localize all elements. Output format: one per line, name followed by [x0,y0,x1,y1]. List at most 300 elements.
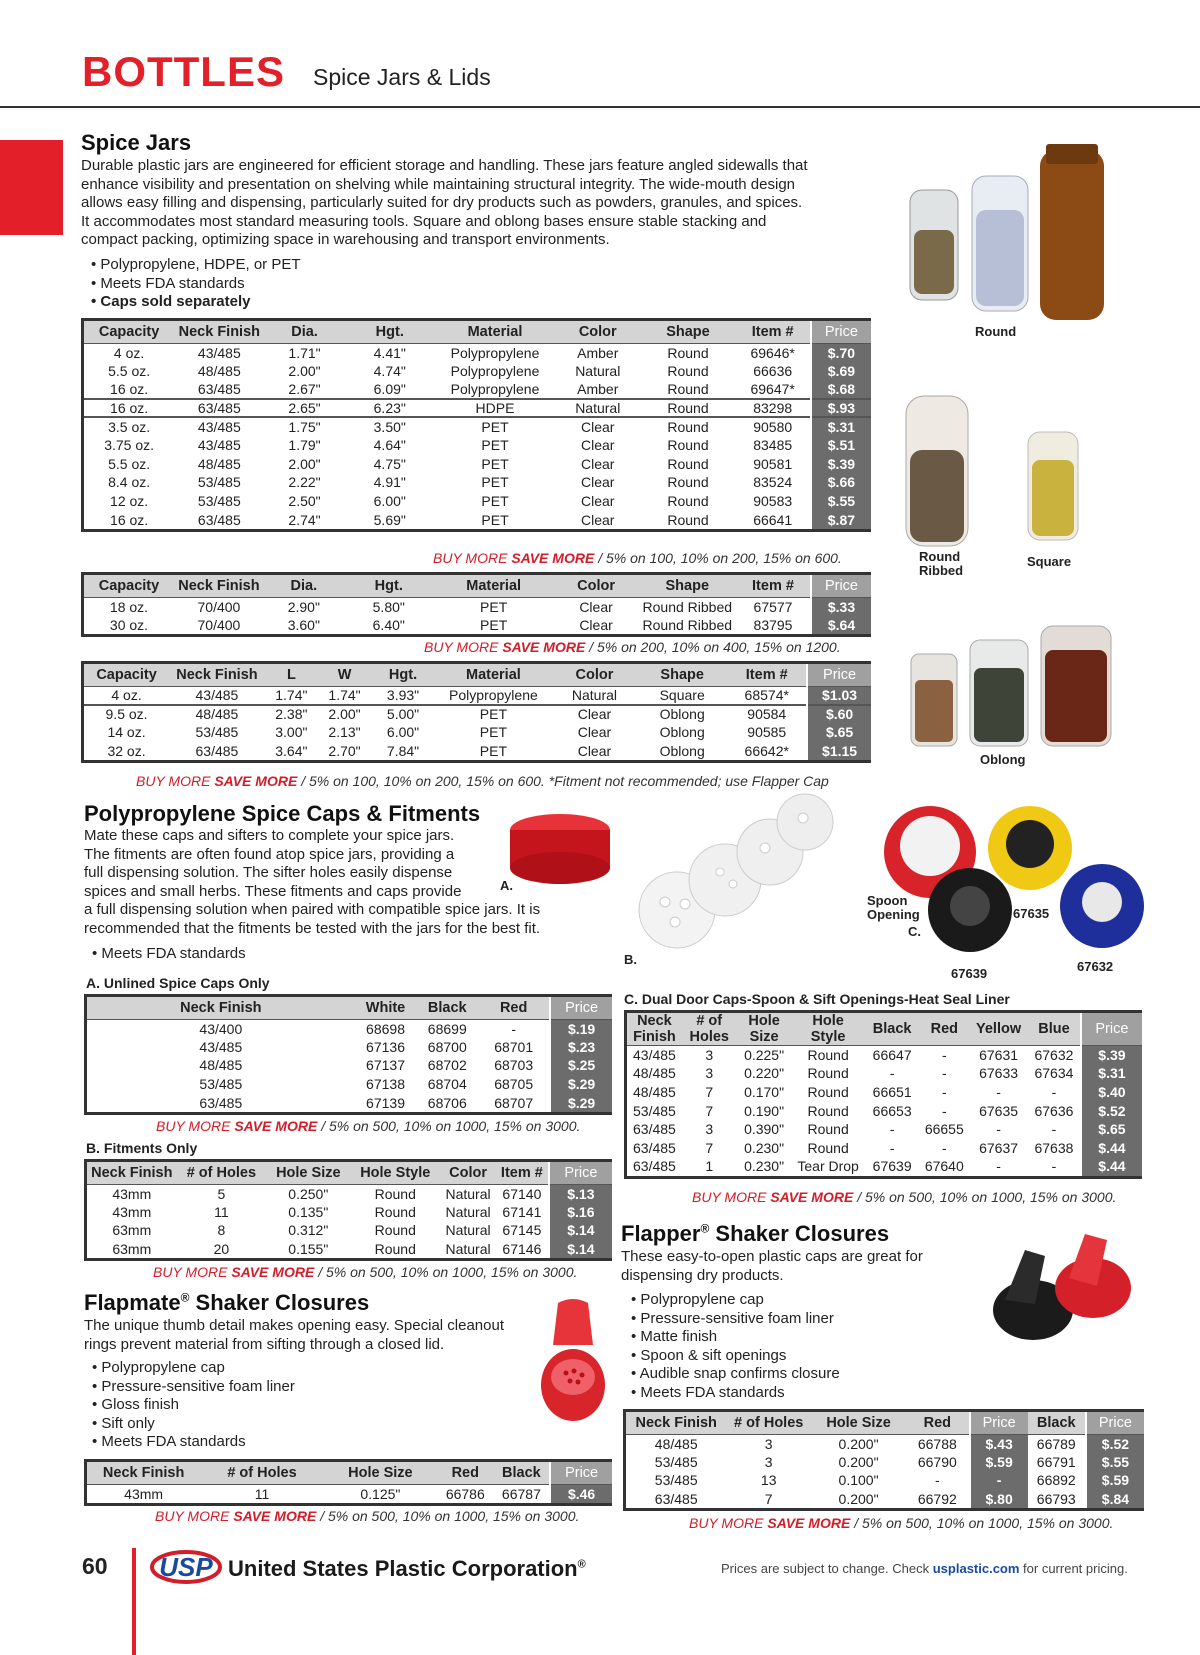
column-header: Material [435,664,552,686]
column-header: White [355,997,417,1019]
table-row [627,1157,1142,1176]
table-cell: $.93 [811,399,871,418]
table-cell: $.19 [550,1019,612,1038]
table-cell: $.66 [811,473,871,492]
item-67635-label: 67635 [1013,906,1050,921]
column-header: Shape [640,321,735,343]
table-cell: 43/485 [633,1047,676,1064]
table-cell: Clear [579,598,613,615]
table-cell: $.70 [811,343,871,362]
table-cell: 0.155" [288,1241,329,1258]
flapper-heading: Flapper® Shaker Closures [621,1221,890,1246]
bullet-item: • Matte finish [631,1328,840,1347]
table-cell: 68707 [494,1094,534,1111]
table-cell: 70/400 [197,598,241,615]
bullet-item: • Pressure-sensitive foam liner [631,1310,840,1329]
table-cell: Oblong [659,724,705,741]
table-cell: Clear [555,417,640,436]
table-cell: 4.64" [373,437,406,454]
table-row [84,417,871,436]
table-cell: 67635 [979,1102,1019,1119]
text-line: Mate these caps and sifters to complete your spice jars. [84,827,455,844]
table-cell: $.51 [811,436,871,455]
column-header: Item # [736,575,811,597]
column-header: Item # [496,1162,549,1184]
table-cell: 30 oz. [109,616,149,633]
table-cell: 3.75 oz. [104,437,155,454]
column-header: Hgt. [371,664,435,686]
table-cell: Amber [577,380,619,397]
table-cell: 4.41" [373,344,406,361]
buy-more-note-a: BUY MORE SAVE MORE / 5% on 500, 10% on 1000, 15% on 3000. [156,1118,581,1134]
text-line: The unique thumb detail makes opening easy. Special cleanout [84,1317,504,1334]
table-cell: 2.13" [328,724,361,741]
table-cell: 7.84" [386,743,420,760]
table-cell: Natural [575,362,621,379]
square-label: Square [1027,554,1072,569]
column-header: Black [1028,1412,1086,1434]
table-cell: PET [481,474,509,491]
table-cell: 4 oz. [113,344,145,361]
table-cell: - [889,1065,895,1082]
column-header: Neck Finish [87,1462,200,1484]
table-cell: 68703 [494,1057,534,1074]
table-row [626,1434,1144,1453]
table-cell: 90583 [753,493,793,510]
column-header: Neck Finish [87,1162,177,1184]
spice-jars-heading: Spice Jars [81,130,192,155]
table-cell: Polypropylene [449,687,538,704]
table-cell: Clear [552,705,637,724]
table-cell: PET [435,417,555,436]
column-header: Price [807,664,871,686]
table-cell: 3 [764,1435,773,1452]
table-cell: $.13 [549,1184,612,1203]
table-cell: 66792 [917,1491,957,1508]
ribbed-square-jars-image [900,390,1110,550]
table-cell: 0.135" [288,1203,329,1220]
table-cell: $.55 [811,492,871,511]
table-cell: 66642* [744,743,789,760]
table-row [84,362,871,381]
column-header: Capacity [84,664,169,686]
table-cell: Oblong [637,705,727,724]
table-cell: 66786 [445,1485,485,1502]
table-cell: 2.38" [265,705,318,724]
buy-more-note-b: BUY MORE SAVE MORE / 5% on 500, 10% on 1000, 15% on 3000. [153,1264,578,1280]
buy-more-note-c: BUY MORE SAVE MORE / 5% on 500, 10% on 1000, 15% on 3000. [692,1189,1117,1205]
table-cell: 2.70" [328,743,361,760]
table-cell: 3.64" [275,743,308,760]
table-cell: 0.230" [744,1158,785,1175]
buy-more-note-flapmate: BUY MORE SAVE MORE / 5% on 500, 10% on 1000, 15% on 3000. [155,1508,580,1524]
table-cell: 67632 [1034,1047,1074,1064]
table-cell: Round [807,1121,849,1138]
table-row [84,436,871,455]
table-row [627,1083,1142,1102]
column-header: Red [478,997,550,1019]
column-header: Neck Finish [627,1013,682,1046]
text-line: The fitments are often found atop spice jars, providing a [84,845,455,863]
table-cell: 43/485 [197,437,241,454]
column-header: Price [970,1412,1028,1434]
table-cell: 68700 [427,1038,467,1055]
table-cell: 2.22" [288,474,321,491]
table-cell: 53/485 [654,1453,698,1470]
item-67639-label: 67639 [951,966,988,981]
table-row [84,742,871,761]
table-row [627,1064,1142,1083]
column-header: Black [494,1462,551,1484]
table-cell: 2.67" [288,380,321,397]
table-cell: - [996,1121,1001,1138]
table-cell: 66789 [1036,1435,1076,1452]
item-67632-label: 67632 [1077,959,1114,974]
pricing-note: Prices are subject to change. Check usplastic.com for current pricing. [721,1561,1128,1576]
column-header: Price [1081,1013,1142,1046]
table-cell: 70/400 [197,616,241,633]
text-line: These easy-to-open plastic caps are great for [621,1248,923,1265]
table-cell: Square [659,687,705,704]
label-b: B. [624,952,637,967]
table-row [84,510,871,529]
table-cell: 0.200" [838,1491,879,1508]
table-cell: 7 [705,1102,714,1119]
table-cell: 2.90" [287,598,320,615]
table-cell: 83298 [736,399,811,418]
table-cell: 5.5 oz. [108,455,151,472]
column-header: Dia. [264,321,344,343]
table-cell: Round [667,380,709,397]
table-cell: - [1051,1121,1057,1138]
table-cell: - [889,1139,895,1156]
table-cell: 43/400 [199,1020,243,1037]
table-cell: 4.91" [373,474,406,491]
table-cell: 3.00" [275,724,308,741]
table-cell: 69647* [750,380,795,397]
table-cell: 90585 [747,724,787,741]
bullet-item: • Meets FDA standards [92,945,246,964]
spice-jars-bullets [91,256,301,312]
table-cell: 48/485 [633,1065,676,1082]
table-cell: 5.00" [371,705,435,724]
column-header: Red [920,1013,969,1046]
table-cell: 12 oz. [110,493,149,510]
text-line: spices and small herbs. These fitments and caps provide [84,882,462,900]
table-cell: 66791 [1036,1453,1076,1470]
flapmate-cap-image [538,1295,608,1430]
table-cell: 43mm [112,1203,152,1220]
table-cell: $.44 [1081,1138,1142,1157]
table-cell: - [935,1472,940,1489]
table-cell: 83485 [753,437,793,454]
column-header: Hole Size [737,1013,792,1046]
table-cell: $.46 [550,1484,612,1503]
table-cell: $.65 [1081,1120,1142,1139]
column-header: Red [437,1462,494,1484]
table-cell: Clear [577,724,612,741]
table-cell: 63/485 [197,380,241,397]
table-cell: 63/485 [174,399,264,418]
table-cell: 63/485 [633,1121,676,1138]
column-header: Price [811,575,871,597]
column-header: Price [549,1162,612,1184]
table-cell: $.60 [807,705,871,724]
table-cell: 5.69" [373,511,406,528]
table-cell: $.14 [549,1221,612,1240]
round-jars-image [900,140,1110,330]
column-header: Color [554,575,639,597]
table-cell: Round [807,1047,849,1064]
table-cell: 43/485 [195,687,239,704]
table-cell: 67640 [924,1158,964,1175]
table-row [84,686,871,705]
column-header: # of Holes [726,1412,811,1434]
table-cell: - [941,1102,947,1119]
table-cell: 5 [217,1185,226,1202]
table-row [627,1138,1142,1157]
table-cell: - [1051,1083,1057,1100]
table-cell: 2.74" [288,511,321,528]
table-cell: 68701 [494,1038,534,1055]
table-cell: 53/485 [199,1076,243,1093]
column-header: Item # [727,664,807,686]
table-cell: 68705 [494,1076,534,1093]
table-cell: Clear [581,474,615,491]
table-cell: $1.15 [807,742,871,761]
table-cell: 2.65" [264,399,344,418]
table-cell: $.69 [811,362,871,381]
text-line: dispensing dry products. [621,1266,784,1284]
text-line: full dispensing solution. The sifter holes easily dispense [84,864,453,881]
table-cell: 67631 [979,1047,1019,1064]
table-cell: 4.74" [373,362,406,379]
table-row [87,1484,612,1503]
column-header: Color [555,321,640,343]
column-header: Color [440,1162,496,1184]
bullet-item: • Gloss finish [92,1396,295,1415]
column-header: Capacity [84,575,174,597]
column-header: Neck Finish [169,664,265,686]
table-cell: 0.220" [744,1065,785,1082]
table-cell: 43/485 [197,344,241,361]
table-cell: - [941,1047,947,1064]
table-cell: 2.50" [288,493,321,510]
column-header: Price [811,321,871,343]
column-header: Price [1086,1412,1144,1434]
table-cell: 68698 [366,1020,405,1037]
column-header: Shape [639,575,737,597]
table-cell: PET [481,493,509,510]
header-divider [0,106,1200,108]
table-cell: 67139 [366,1094,405,1111]
table-cell: - [970,1471,1028,1490]
table-cell: 67136 [366,1038,405,1055]
table-cell: 16 oz. [110,380,149,397]
table-cell: 16 oz. [84,399,174,418]
table-cell: $.55 [1086,1453,1144,1472]
column-header: W [318,664,371,686]
flapper-caps-image [985,1230,1135,1360]
table-cell: 69646* [750,344,795,361]
buy-more-note-flapper: BUY MORE SAVE MORE / 5% on 500, 10% on 1000, 15% on 3000. [689,1515,1114,1531]
column-header: Black [416,997,478,1019]
column-header: Price [550,997,612,1019]
table-cell: Round [667,437,709,454]
table-cell: - [889,1121,895,1138]
table-cell: Clear [581,437,615,454]
dual-door-table-c [624,1010,1142,1179]
table-cell: - [941,1139,947,1156]
table-cell: 68574* [744,687,789,704]
table-cell: PET [480,598,508,615]
spice-jars-table-1 [81,318,871,532]
bullet-item: • Pressure-sensitive foam liner [92,1378,295,1397]
bullet-item: • Spoon & sift openings [631,1347,840,1366]
usplastic-link[interactable]: usplastic.com [932,1561,1020,1576]
column-header: Red [906,1412,969,1434]
table-cell: 90581 [753,455,793,472]
table-cell: Natural [571,687,618,704]
label-c: C. [908,924,921,939]
table-cell: Natural [445,1241,491,1258]
table-row [84,399,871,418]
table-cell: Oblong [659,743,705,760]
table-cell: $.59 [970,1453,1028,1472]
table-cell: $.39 [1081,1046,1142,1065]
table-cell: $.43 [970,1434,1028,1453]
table-cell: $.44 [1081,1157,1142,1176]
table-cell: 67639 [872,1158,912,1175]
column-header: Price [550,1462,612,1484]
column-header: Blue [1028,1013,1081,1046]
table-cell: 3 [705,1121,714,1138]
table-cell: 66647 [872,1047,912,1064]
pp-caps-bullets [92,945,246,964]
table-cell: 48/485 [169,705,265,724]
table-cell: 2.00" [288,455,321,472]
spice-jars-table-3 [81,661,871,763]
page-subtitle: Spice Jars & Lids [313,64,491,90]
table-row [626,1453,1144,1472]
table-cell: Natural [445,1203,491,1220]
table-cell: 13 [760,1472,777,1489]
text-line: It accommodates most standard measuring tools. Square and oblong bases ensure stable stacking and [81,212,767,230]
table-row [87,1240,612,1259]
table-cell: 4.75" [373,455,406,472]
text-line: compact packing, optimizing space in warehousing and transport environments. [81,231,610,248]
table-cell: 48/485 [199,1057,243,1074]
column-header: # of Holes [177,1162,267,1184]
table-cell: 63/485 [633,1158,676,1175]
table-cell: 67638 [1034,1139,1074,1156]
table-cell: 53/485 [633,1102,676,1119]
table-cell: 0.190" [744,1102,785,1119]
table-cell: 1.75" [264,417,344,436]
table-cell: $.23 [550,1038,612,1057]
table-cell: 66641 [753,511,793,528]
table-cell: 67141 [502,1203,542,1220]
table-cell: 8 [217,1222,226,1239]
table-cell: Natural [445,1222,491,1239]
column-header: Hole Size [324,1462,437,1484]
column-header: Neck Finish [174,575,264,597]
table-cell: 68702 [427,1057,467,1074]
table-cell: Polypropylene [450,380,540,397]
table-row [84,492,871,511]
table-cell: 53/485 [654,1472,698,1489]
table-cell: 90584 [727,705,807,724]
table-cell: Round [667,344,709,361]
table-cell: 63mm [112,1241,152,1258]
table-cell: 7 [705,1083,714,1100]
table-cell: 6.00" [386,724,420,741]
table-cell: - [511,1020,516,1037]
table-cell: - [941,1065,947,1082]
column-header: Black [865,1013,920,1046]
table-cell: - [996,1083,1001,1100]
table-row [87,1203,612,1222]
table-cell: 20 [213,1241,230,1258]
table-cell: 0.200" [838,1453,879,1470]
table-cell: $.39 [811,455,871,474]
table-cell: 67634 [1034,1065,1074,1082]
flapper-table [623,1409,1144,1511]
table-cell: 66651 [872,1083,912,1100]
company-name: United States Plastic Corporation® [228,1556,586,1581]
table-row [84,723,871,742]
table-cell: 1.71" [288,344,321,361]
table-c-title: C. Dual Door Caps-Spoon & Sift Openings-Heat Seal Liner [624,991,1010,1007]
table-cell: 67577 [753,598,793,615]
table-cell: 83524 [753,474,793,491]
table-cell: 83795 [753,616,793,633]
table-cell: $.68 [811,380,871,399]
table-cell: $.87 [811,510,871,529]
buy-more-note-1: BUY MORE SAVE MORE / 5% on 100, 10% on 200, 15% on 600. [433,550,842,566]
table-cell: 67137 [366,1057,405,1074]
table-row [87,1056,612,1075]
table-cell: 63/485 [195,743,239,760]
buy-more-note-2: BUY MORE SAVE MORE / 5% on 200, 10% on 400, 15% on 1200. [424,639,841,655]
round-label: Round [975,324,1017,339]
oblong-jars-image [905,620,1115,750]
table-row [84,473,871,492]
table-cell: 63/485 [633,1139,676,1156]
table-cell: 1.74" [328,687,361,704]
table-cell: 66787 [501,1485,541,1502]
table-cell: $.84 [1086,1490,1144,1509]
fitments-image [635,792,835,952]
table-cell: $.25 [550,1056,612,1075]
column-header: # of Holes [200,1462,324,1484]
table-cell: 2.00" [288,362,321,379]
flapmate-bullets [92,1359,295,1452]
table-cell: 11 [254,1485,270,1502]
table-cell: 3.60" [287,616,320,633]
table-cell: Round [667,474,709,491]
bullet-item: • Meets FDA standards [91,275,301,294]
table-cell: Round [807,1102,849,1119]
table-cell: PET [479,743,508,760]
table-cell: 11 [214,1203,229,1220]
label-a: A. [500,878,513,893]
table-row [84,455,871,474]
table-cell: 0.390" [744,1121,785,1138]
table-cell: 67138 [366,1076,405,1093]
round-ribbed-label: Round Ribbed [919,549,964,578]
table-cell: 43/485 [199,1038,243,1055]
